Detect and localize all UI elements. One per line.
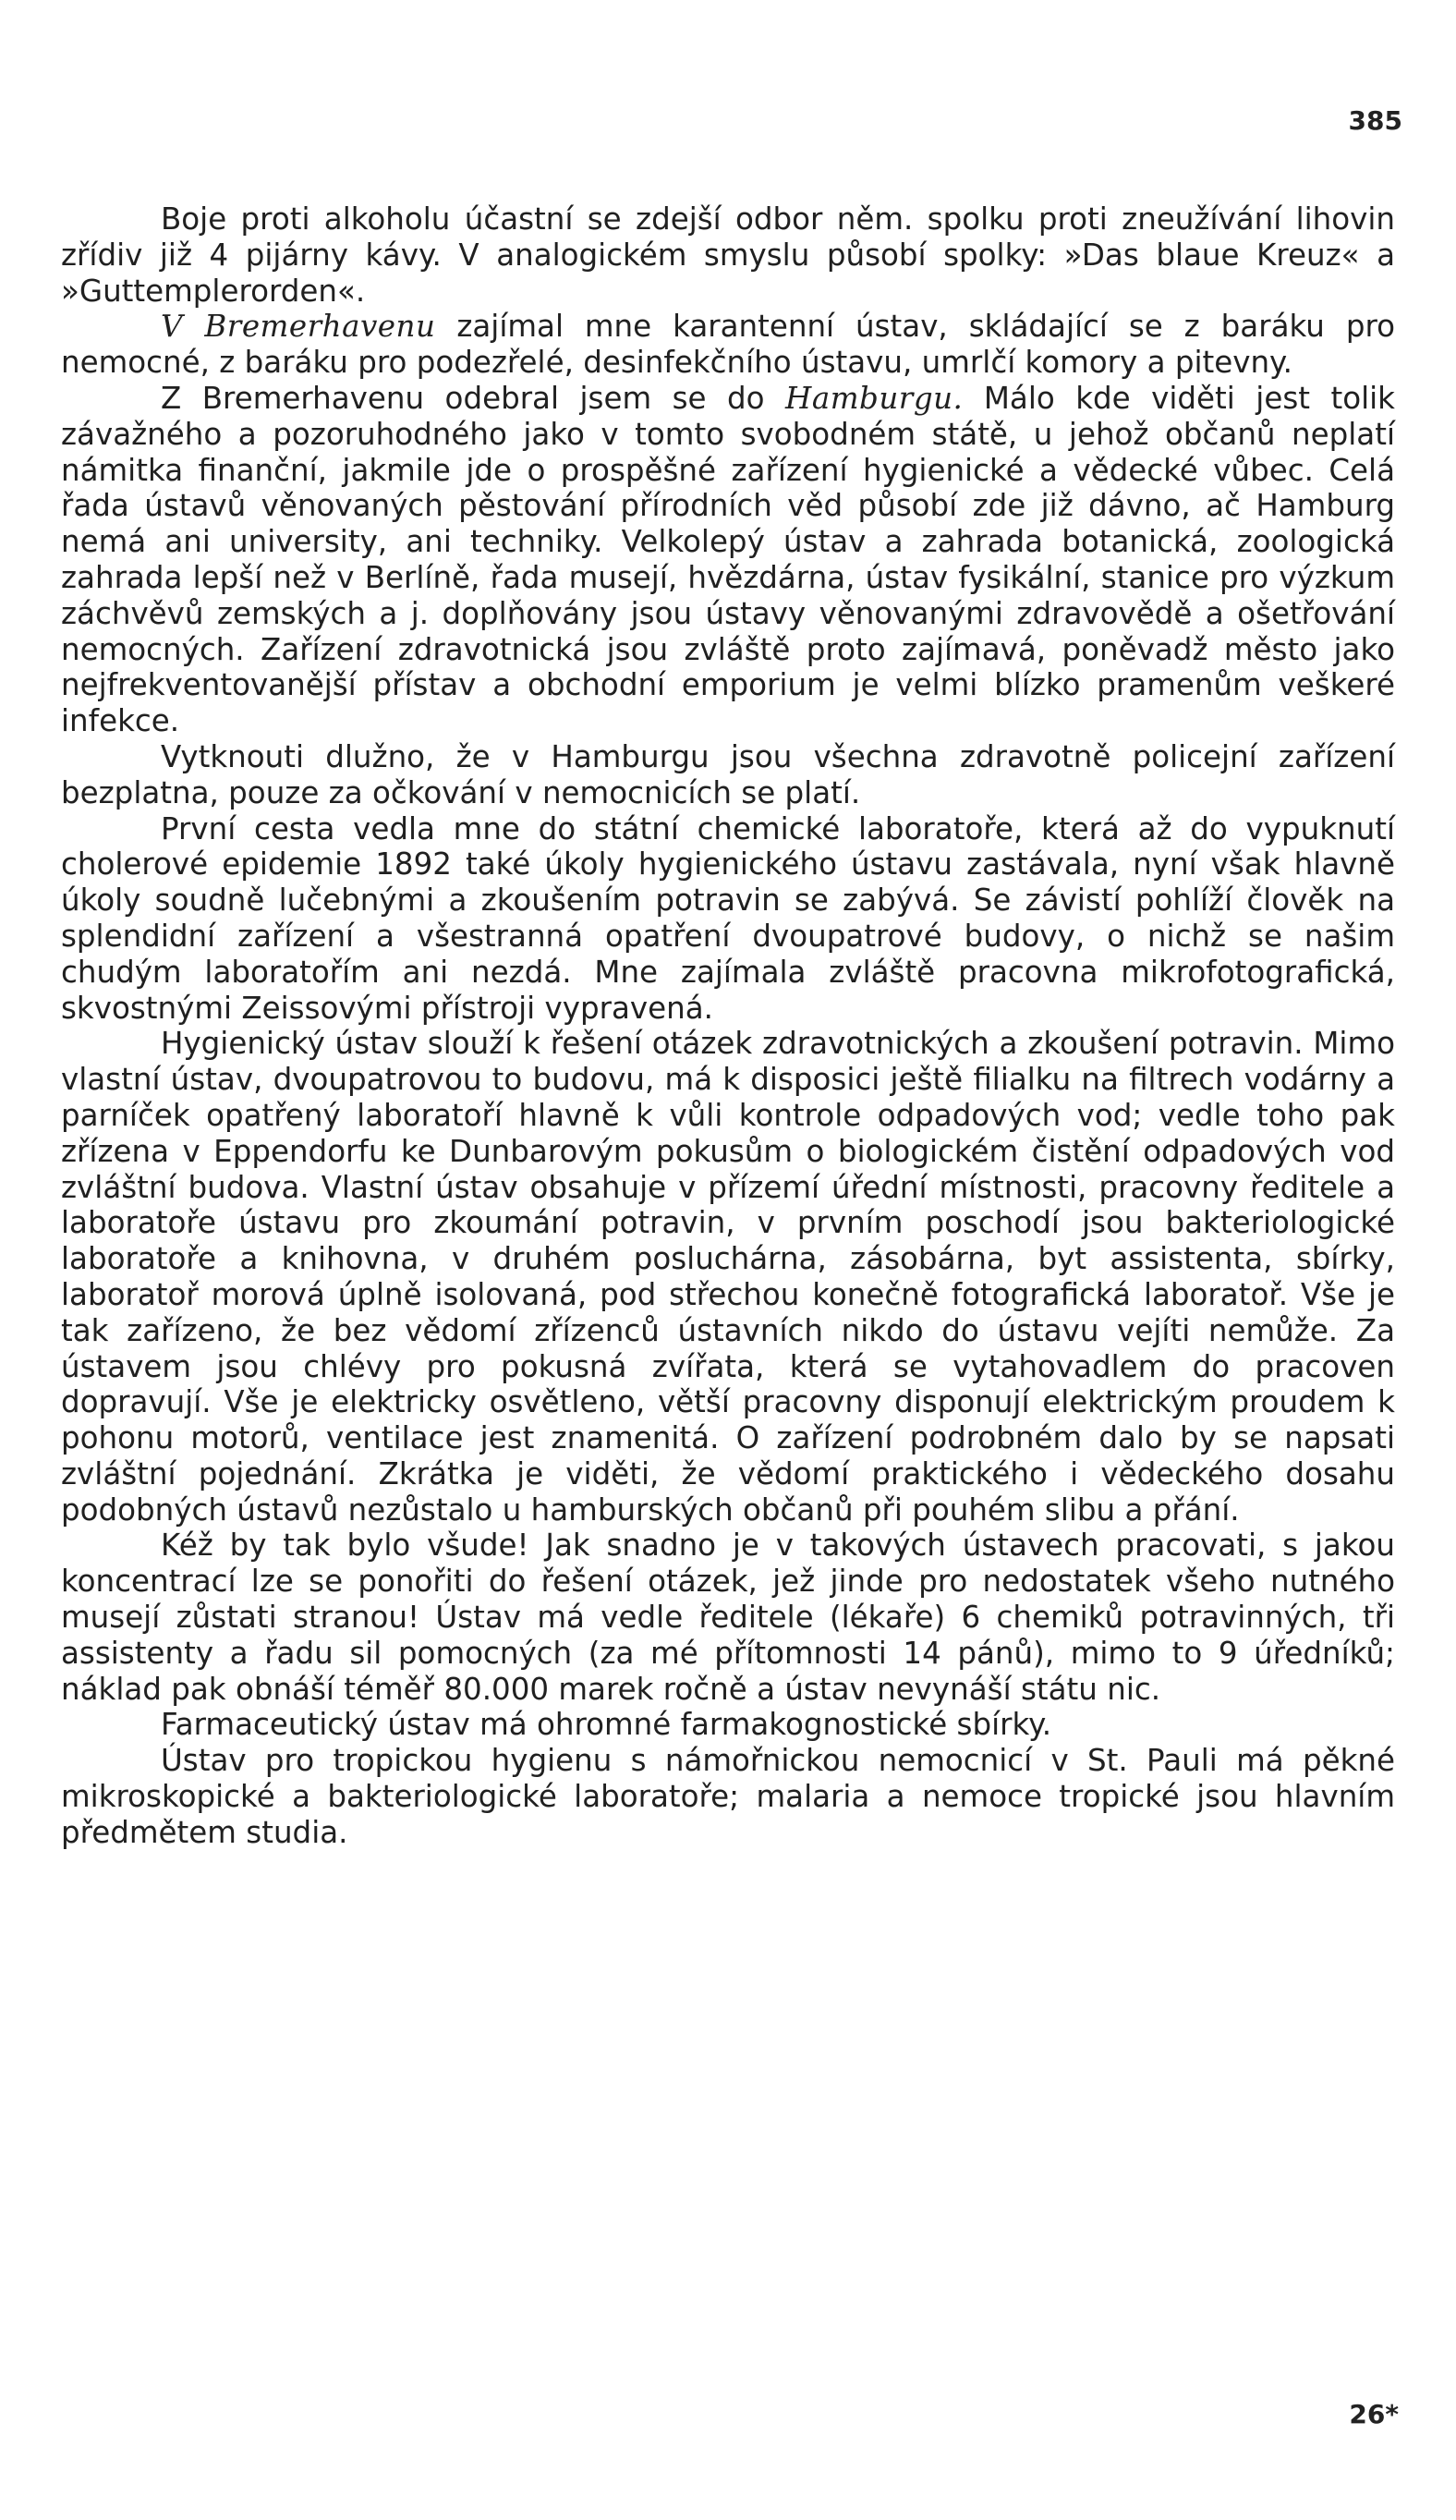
paragraph-text: Vytknouti dlužno, že v Hamburgu jsou všechna zdravotně policejní zařízení bezplatna, pouze za očkování v nemocnicích se platí. xyxy=(61,738,1395,810)
paragraph-text: První cesta vedla mne do státní chemické laboratoře, která až do vypuknutí cholerové epidemie 1892 také úkoly hygienického ústavu zastávala, nyní však hlavně úkoly soudně lučebnými a zkoušením potravin se zabývá. Se závistí pohlíží člověk na splendidní zařízení a všestranná opatření dvoupatrové budovy, o nichž se našim chudým laboratořím ani nezdá. Mne zajímala zvláště pracovna mikrofotografická, skvostnými Zeissovými přístroji vypravená. xyxy=(61,810,1395,1026)
paragraph-text: Málo kde viděti jest tolik závažného a pozoruhodného jako v tomto svobodném státě, u jehož občanů neplatí námitka finanční, jakmile jde o prospěšné zařízení hygienické a vědecké vůbec. Celá řada ústavů věnovaných pěstování přírodních věd působí zde již dávno, ač Hamburg nemá ani university, ani techniky. Velkolepý ústav a zahrada botanická, zoologická zahrada lepší než v Berlíně, řada musejí, hvězdárna, ústav fysikální, stanice pro výzkum záchvěvů zemských a j. doplňovány jsou ústavy věnovanými zdravovědě a ošetřování nemocných. Zařízení zdravotnická jsou zvláště proto zajímavá, poněvadž město jako nejfrekventovanější přístav a obchodní emporium je velmi blízko pramenům veškeré infekce. xyxy=(61,380,1396,739)
paragraph-text: Hygienický ústav slouží k řešení otázek zdravotnických a zkoušení potravin. Mimo vlastní ústav, dvoupatrovou to budovu, má k disposici ještě filialku na filtrech vodárny a parníček opatřený laboratoří hlavně k vůli kontrole odpadových vod; vedle toho pak zřízena v Eppendorfu ke Dunbarovým pokusům o biologickém čistění odpadových vod zvláštní budova. Vlastní ústav obsahuje v přízemí úřední místnosti, pracovny ředitele a laboratoře ústavu pro zkoumání potravin, v prvním poschodí jsou bakteriologické laboratoře a knihovna, v druhém posluchárna, zásobárna, byt assistenta, sbírky, laboratoř morová úplně isolovaná, pod střechou konečně fotografická laboratoř. Vše je tak zařízeno, že bez vědomí zřízenců ústavních nikdo do ústavu vejíti nemůže. Za ústavem jsou chlévy pro pokusná zvířata, která se vytahovadlem do pracoven dopravují. Vše je elektricky osvětleno, větší pracovny disponují elektrickým proudem k pohonu motorů, ventilace jest znamenitá. O zařízení podrobném dalo by se napsati zvláštní pojednání. Zkrátka je viděti, že vědomí praktického i vědeckého dosahu podobných ústavů nezůstalo u hamburských občanů při pouhém slibu a přání. xyxy=(61,1026,1395,1528)
paragraph-text: Boje proti alkoholu účastní se zdejší odbor něm. spolku proti zneužívání lihovin zřídiv již 4 pijárny kávy. V analogickém smyslu působí spolky: »Das blaue Kreuz« a »Guttemplerorden«. xyxy=(61,201,1395,309)
paragraph-text: Kéž by tak bylo všude! Jak snadno je v takových ústavech pracovati, s jakou koncentrací lze se ponořiti do řešení otázek, jež jinde pro nedostatek všeho nutného musejí zůstati stranou! Ústav má vedle ředitele (lékaře) 6 chemiků potravinných, tři assistenty a řadu sil pomocných (za mé přítomnosti 14 pánů), mimo to 9 úředníků; náklad pak obnáší téměř 80.000 marek ročně a ústav nevynáší státu nic. xyxy=(61,1528,1395,1707)
paragraph-hamburg xyxy=(61,381,1395,739)
paragraph-text: Farmaceutický ústav má ohromné farmakognostické sbírky. xyxy=(161,1707,1052,1743)
paragraph-bremerhaven xyxy=(61,309,1395,381)
page-number: 385 xyxy=(1348,105,1402,136)
paragraph-chemical-laboratory xyxy=(61,811,1395,1027)
paragraph-alcohol xyxy=(61,201,1395,309)
place-name-hamburg: Hamburgu. xyxy=(785,380,964,416)
paragraph-text: Ústav pro tropickou hygienu s námořnickou nemocnicí v St. Pauli má pěkné mikroskopické a bakteriologické laboratoře; malaria a nemoce tropické jsou hlavním předmětem studia. xyxy=(61,1743,1395,1850)
body-text xyxy=(61,201,1395,1851)
paragraph-hygiene-institute xyxy=(61,1026,1395,1528)
paragraph-staff-and-costs xyxy=(61,1528,1395,1707)
printer-signature: 26* xyxy=(1349,2399,1399,2429)
paragraph-text: Z Bremerhavenu odebral jsem se do xyxy=(161,380,786,416)
paragraph-text: zajímal mne karantenní ústav, skládající se z baráku pro nemocné, z baráku pro podezřelé, desinfekčního ústavu, umrlčí komory a pitevny. xyxy=(61,309,1395,381)
paragraph-pharmaceutical-institute xyxy=(61,1707,1395,1743)
paragraph-free-services xyxy=(61,739,1395,811)
paragraph-tropical-hygiene xyxy=(61,1743,1395,1850)
place-name-bremerhaven: V Bremerhavenu xyxy=(161,309,436,345)
